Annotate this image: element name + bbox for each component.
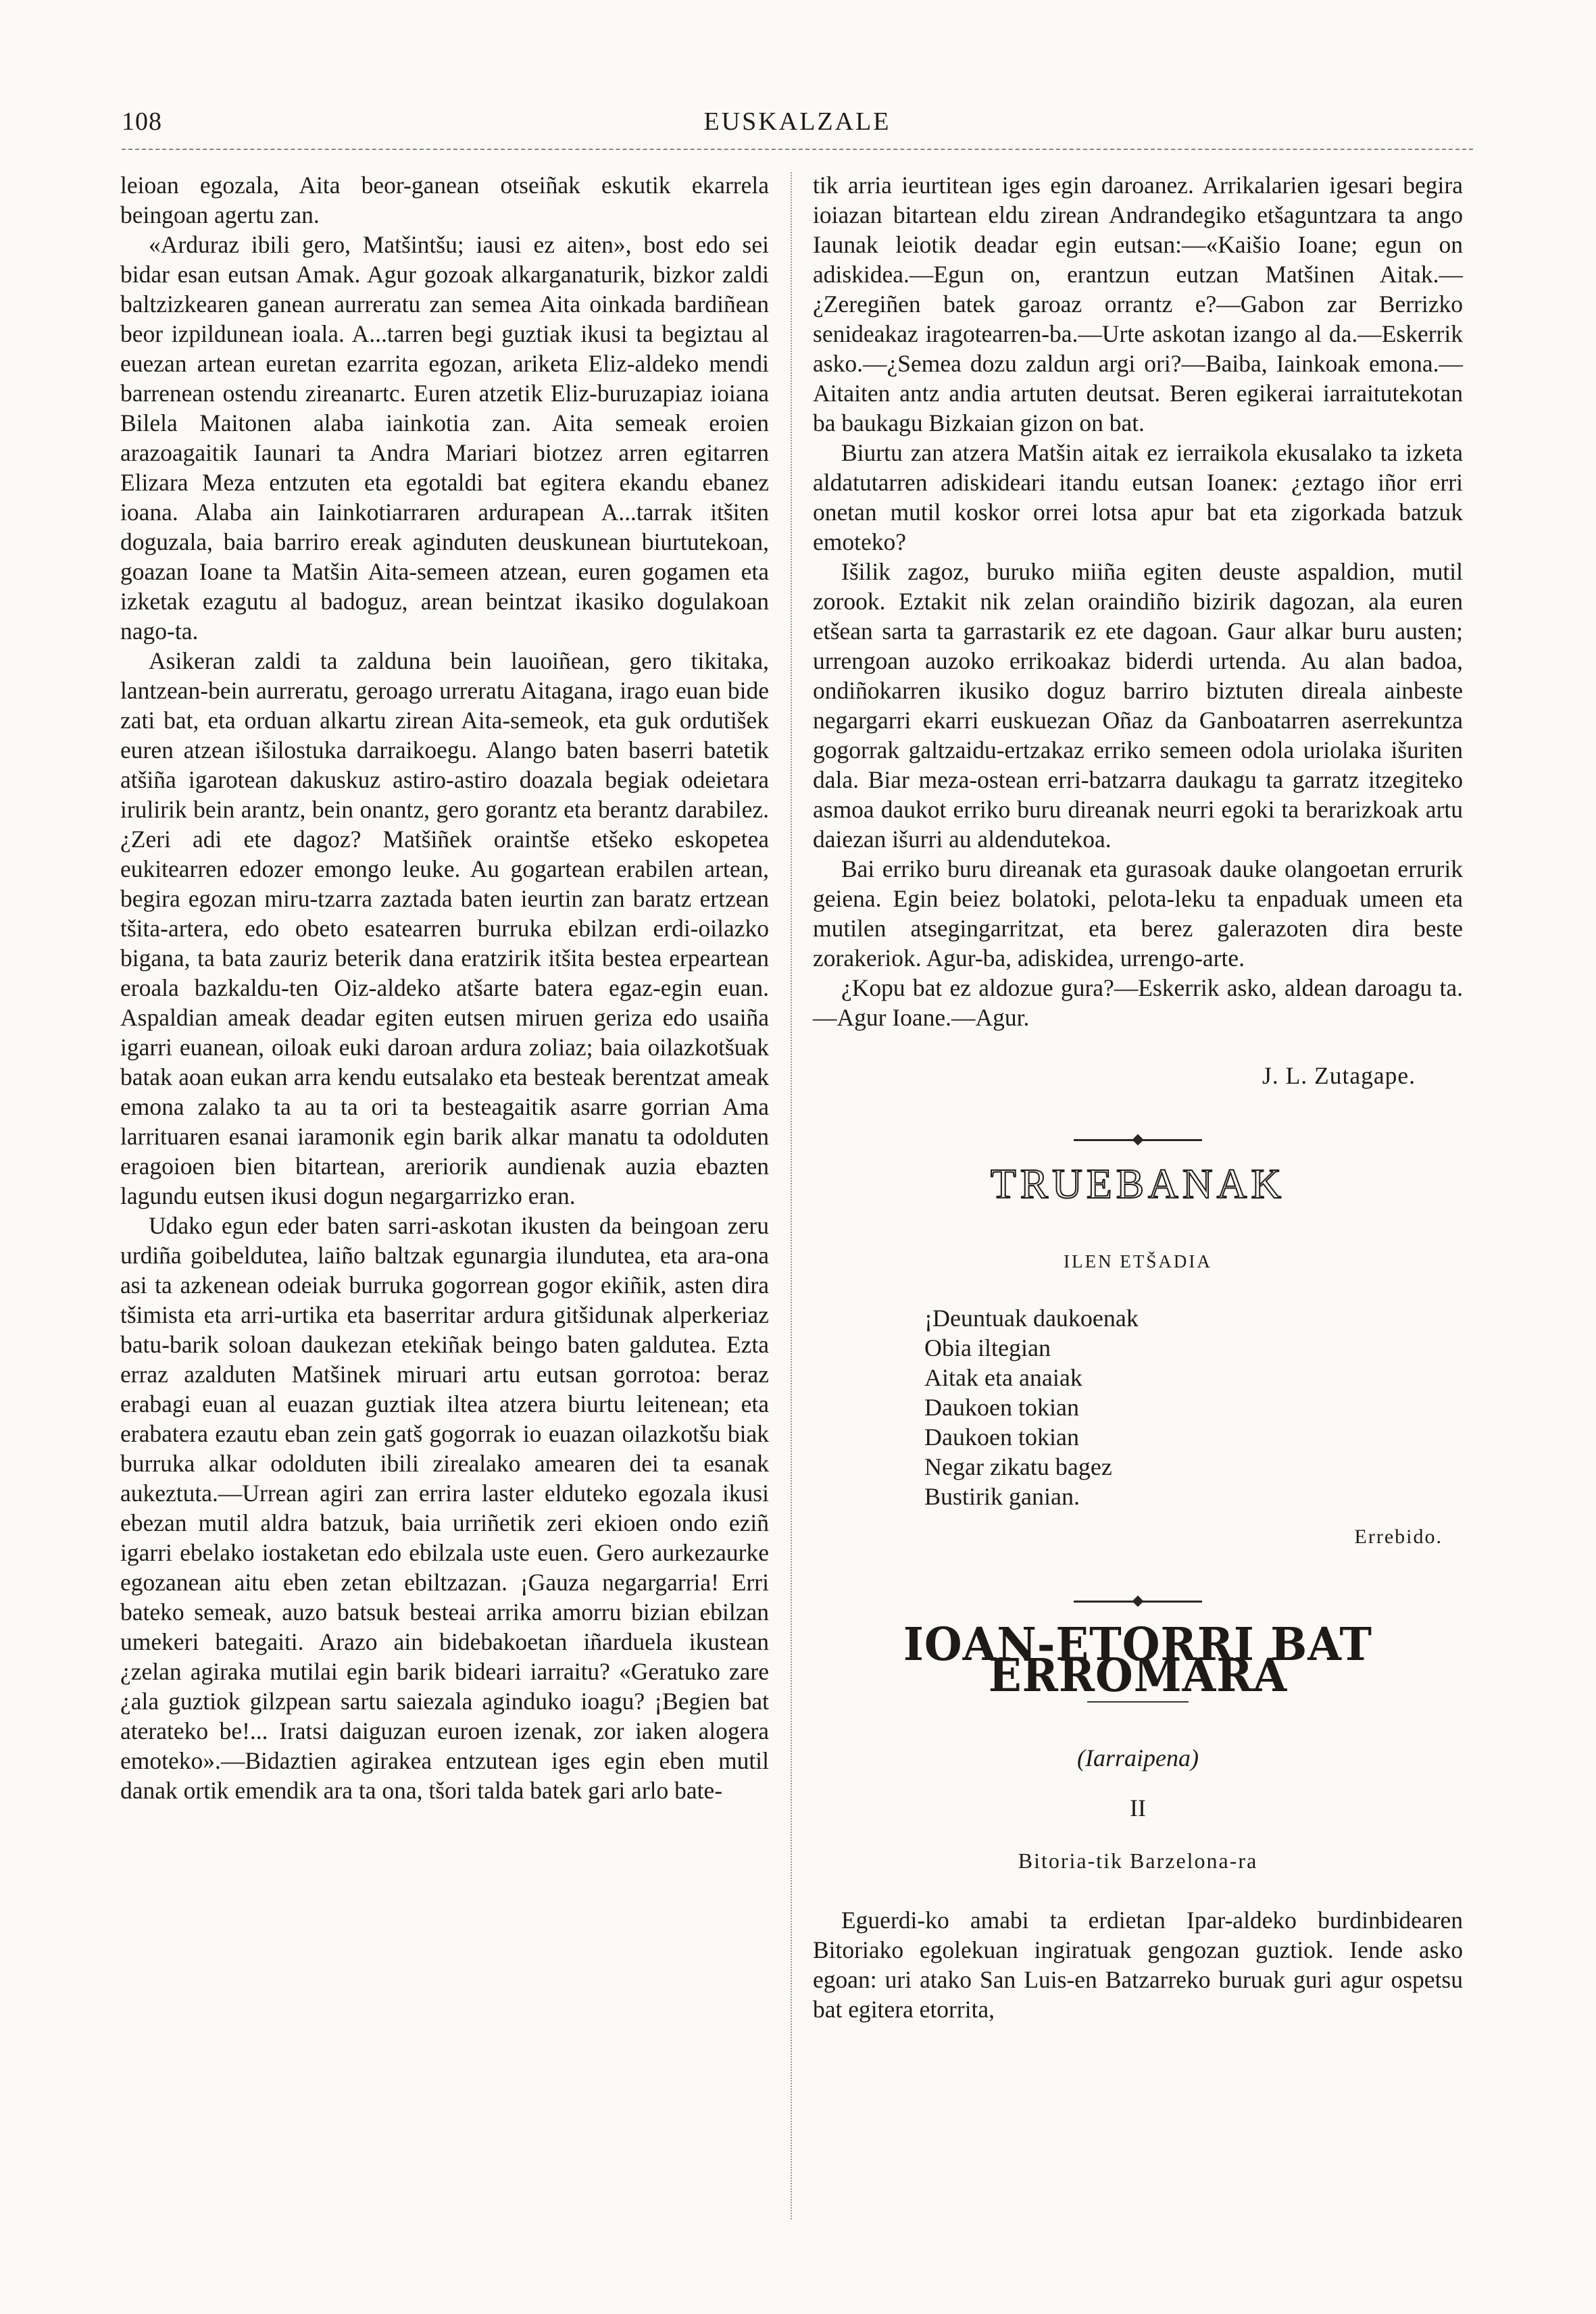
- running-head: EUSKALZALE: [703, 107, 891, 136]
- column-divider: [791, 172, 792, 2219]
- poem-line: ¡Deuntuak daukoenak: [924, 1305, 1139, 1332]
- poem: [924, 1303, 1463, 1511]
- paragraph: Išilik zagoz, buruko miiña egiten deuste aspaldion, mutil zorook. Eztakit nik zelan oraindiño bizirik dagozan, ala euren etšean sarta ta garrastarik ez ete dagoan. Gaur alkar buru austen; urrengoan auzoko errikoakaz biderdi urtenda. Au alan badoa, ondiñokarren ikusiko doguz barriro biztuten direala ainbeste negargarri ekarri euskuezan Oñaz da Ganboatarren aserrekuntza gogorrak galtzaidu-ertzakaz erriko semeen odola uriolaka išuriten dala. Biar meza-ostean erri-batzarra daukagu ta garratz itzegiteko asmoa daukot erriko buru direanak neurri egoki ta berarizkoak artu daiezan išurri au aldendutekoa.: [813, 558, 1463, 853]
- paragraph: ¿Kopu bat ez aldozue gura?—Eskerrik asko, aldean daroagu ta.—Agur Ioane.—Agur.: [813, 974, 1463, 1031]
- paragraph: Asikeran zaldi ta zalduna bein lauoiñean, gero tikitaka, lantzean-bein aurreratu, geroago urreratu Aitagana, irago euan bide zati bat, eta orduan alkartu zirean Aita-semeok, eta guk ordutišek euren atzean išilostuka darraikoegu. Alango baten baserri batetik atšiña igarotean dakuskuz astiro-astiro doazala begiak odeietara irulirik bein arantz, bein onantz, gero gorantz eta berantz darabilez. ¿Zeri adi ete dagoz? Matšiñek oraintše etšeko eskopetea eukitearren edozer emongo leuke. Au gogartean erabilen artean, begira egozan miru-tzarra zaztada baten ieurtin zan baratz ertzean tšita-artera, edo obeto esatearren burruka ebilzan erdi-oilazko bigana, ta bata zauriz beterik dana eratzirik itšita bestea erpeartean eroala bazkaldu-ten Oiz-aldeko atšarte batera egaz-egin euan. Aspaldian ameak deadar egiten eutsen miruen geriza edo usaiña igarri euanean, oiloak euki daroan ardura zoliaz; baia oilazkotšuak batak aoan eukan arra kendu eutsalako eta besteak berentzat ameak emona zalako ta au ta ori ta besteagaitik asarre gorrian Ama larrituaren esanai iaramonik egin barik alkar manatu ta odolduten eragoioen bien bitartean, areriorik aundienak auzia ebazten lagundu eutsen ikusi dogun negargarrizko eran.: [120, 647, 769, 1209]
- paragraph: Udako egun eder baten sarri-askotan ikusten da beingoan zeru urdiña goibeldutea, laiño baltzak egunargia ilundutea, eta ara-ona asi ta azkenean odeiak burruka gogorrean gogor ekiñik, asten dira tšimista eta arri-urtika eta baserritar ardura gitšidunak alperkeriaz batu-barik soloan daukezan etekiñak beingo baten galdutea. Ezta erraz azalduten Matšinek miruari artu eutsan gorrotoa: beraz erabagi euan al euazan guztiak iltea atzera biurtu leitenean; eta erabatera ezautu eban zein gatš gogorrak io euazan oilazkotšu biak burruka alkar odolduten ibili zirealako amearen dei ta esanak aukeztuta.—Urrean agiri zan errira laster elduteko egozala ikusi ebezan mutil aldra batzuk, baia urriñetik zeri ekioen ondo eziñ igarri ebelako iostaketan edo ebilzala uste euen. Gero aurkezaurke egozanean aitu eben zetan ebiltzazan. ¡Gauza negargarria! Erri bateko semeak, auzo batsuk besteai arrika amorru bizian ebilzan umekeri bategaiti. Arazo ain bidebakoetan iñarduela ikustean ¿zelan agiraka mutilai egin barik bideari iarraitu? «Geratuko zare ¿ala guztiok gilzpean sartu saiezala aginduko ioagu? ¡Begien bat aterateko be!... Iratsi daiguzan euroen izenak, zor iaken alogera emoteko».—Bidaztien agirakea entzutean iges egin eben mutil danak ortik emendik ara ta ona, tšori talda batek gari arlo bate-: [120, 1212, 769, 1804]
- poem-line: Negar zikatu bagez: [924, 1453, 1112, 1480]
- article-subtitle: (Iarraipena): [1077, 1744, 1199, 1771]
- header-rule: [122, 149, 1473, 150]
- section-divider: [1074, 1601, 1202, 1603]
- paragraph: «Arduraz ibili gero, Matšintšu; iausi ez aiten», bost edo sei bidar esan eutsan Amak. Agur gozoak alkarganaturik, bizkor zaldi baltzizkearen ganean aurreratu zan semea Aita oinkada bardiñean beor izpildunean ioala. A...tarren begi guztiak ikusi ta begiztau al euezan artean euretan ezarrita egozan, ariketa Eliz-aldeko mendi barrenean ostendu zireanartc. Euren atzetik Eliz-buruzapiaz ioiana Bilela Maitonen alaba iainkotia zan. Aita semeak eroien arazoagaitik Iaunari ta Andra Mariari biotzez arren egitarren Elizara Meza entzuten eta egotaldi bat egitera ekandu ebanez ioana. Alaba ain Iainkotiarraren ardurapean A...tarrak itšiten doguzala, baia barriro ereak aginduten deuskunean biurtutekoan, goazan Ioane ta Matšin Aita-semeen atzean, euren gogamen eta izketak ezagutu al badoguz, arean beintzat ikasiko dogulakoan nago-ta.: [120, 231, 769, 645]
- page-number: 108: [122, 107, 162, 136]
- article-title: IOAN-ETORRI BAT ERROMARA: [903, 1618, 1373, 1703]
- poem-heading: ILEN ETŠADIA: [1064, 1251, 1212, 1272]
- poem-line: Aitak eta anaiak: [924, 1364, 1082, 1391]
- paragraph: Biurtu zan atzera Matšin aitak ez ierraikola ekusalako ta izketa aldatutarren adiskideari itandu eutsan Ioaneк: ¿eztago iñor erri onetan mutil koskor orrei lotsa apur bat eta zigorkada batzuk emoteko?: [813, 439, 1463, 555]
- article-signature: J. L. Zutagape.: [1262, 1062, 1416, 1089]
- poem-line: Bustirik ganian.: [924, 1483, 1080, 1510]
- poem-author: Errebido.: [1354, 1526, 1443, 1548]
- paragraph: Bai erriko buru direanak eta gurasoak dauke olangoetan errurik geiena. Egin beiez bolatoki, pelota-leku ta enpaduak umeen eta mutilen atsegingarritzat, eta berez galerazoten dira beste zorakeriok. Agur-ba, adiskidea, urrengo-arte.: [813, 855, 1463, 972]
- section-divider: [1074, 1139, 1202, 1141]
- left-column: [120, 170, 769, 1805]
- section-title-truebanak: TRUEBANAK: [990, 1161, 1286, 1207]
- page-header: [122, 107, 1473, 147]
- part-number: II: [1130, 1794, 1146, 1821]
- paragraph: Eguerdi-ko amabi ta erdietan Ipar-aldeko burdinbidearen Bitoriako egolekuan ingiratuak gengozan guztiok. Iende asko egoan: uri atako San Luis-en Batzarreko buruak guri agur ospetsu bat egitera etorrita,: [813, 1907, 1463, 2023]
- right-column: [813, 170, 1463, 2024]
- poem-line: Obia iltegian: [924, 1334, 1051, 1361]
- paragraph: tik arria ieurtitean iges egin daroanez. Arrikalarien igesari begira ioiazan bitartean eldu zirean Andrandegiko etšaguntzara ta ango Iaunak leiotik deadar egin eutsan:—«Kaišio Ioane; egun on adiskidea.—Egun on, erantzun eutzan Matšinen Aitak.—¿Zeregiñen batek garoaz orrantz e?—Gabon zar Berrizko senideakaz iragotearren-ba.—Urte askotan izango al da.—Eskerrik asko.—¿Semea dozu zaldun argi ori?—Baiba, Iainkoak emona.—Aitaiten antz andia artuten deutsat. Beren egikerai iarraitutekotan ba baukagu Bizkaian gizon on bat.: [813, 172, 1463, 436]
- paragraph: leioan egozala, Aita beor-ganean otseiñak eskutik ekarrela beingoan agertu zan.: [120, 172, 769, 228]
- poem-line: Daukoen tokian: [924, 1394, 1079, 1421]
- poem-line: Daukoen tokian: [924, 1424, 1079, 1451]
- route-heading: Bitoria-tik Barzelona-ra: [1018, 1848, 1258, 1873]
